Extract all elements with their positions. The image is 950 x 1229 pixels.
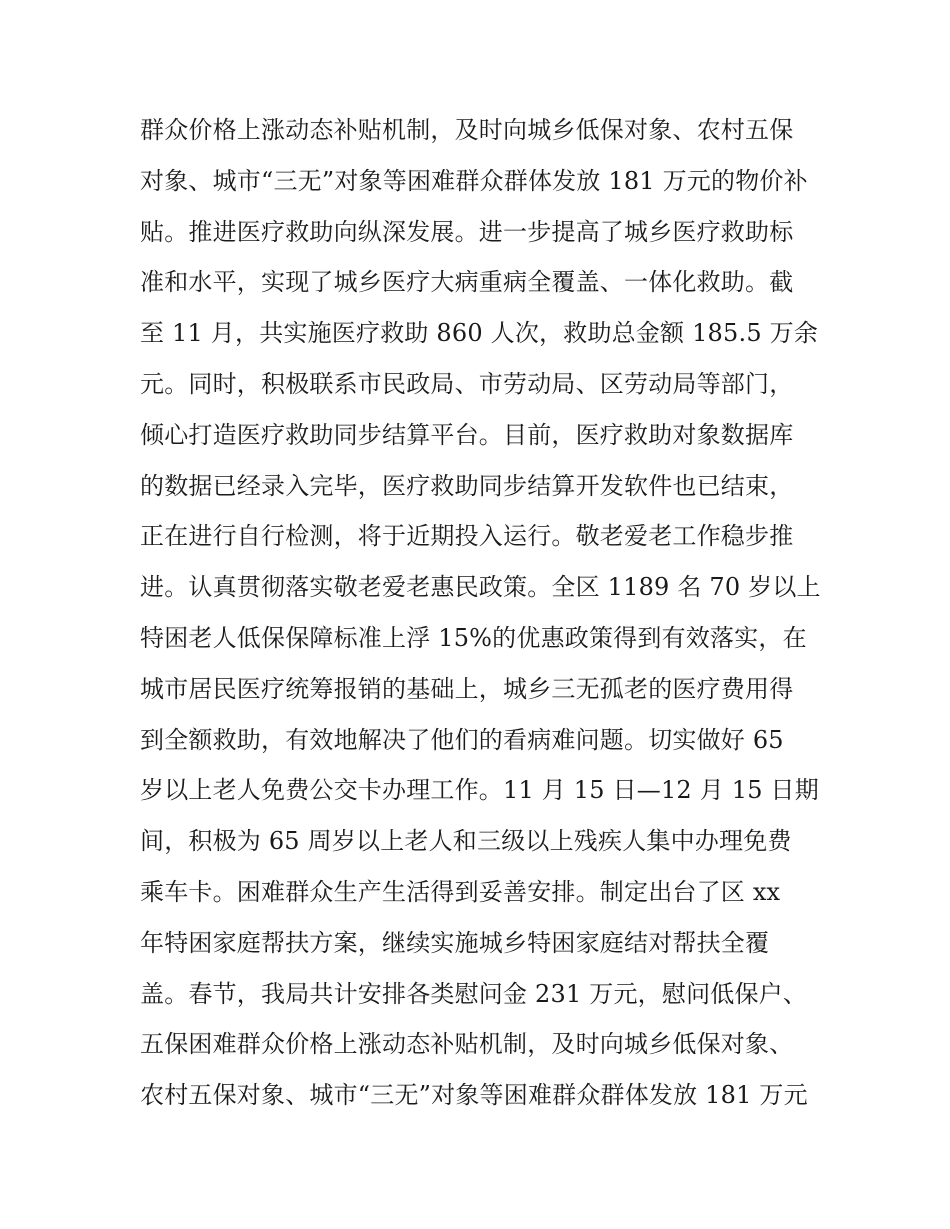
text-line-1: 群众价格上涨动态补贴机制，及时向城乡低保对象、农村五保 xyxy=(140,116,794,144)
text-line-5: 至 11 月，共实施医疗救助 860 人次，救助总金额 185.5 万余 xyxy=(140,319,819,348)
text-line-19: 五保困难群众价格上涨动态补贴机制，及时向城乡低保对象、 xyxy=(140,1030,794,1059)
text-line-11: 特困老人低保保障标准上浮 15%的优惠政策得到有效落实，在 xyxy=(140,623,807,652)
text-line-6: 元。同时，积极联系市民政局、市劳动局、区劳动局等部门， xyxy=(140,369,794,398)
text-line-18: 盖。春节，我局共计安排各类慰问金 231 万元，慰问低保户、 xyxy=(140,979,808,1008)
text-line-12: 城市居民医疗统筹报销的基础上，城乡三无孤老的医疗费用得 xyxy=(140,674,794,703)
text-line-16: 乘车卡。困难群众生产生活得到妥善安排。制定出台了区 xx xyxy=(140,877,781,906)
text-line-7: 倾心打造医疗救助同步结算平台。目前，医疗救助对象数据库 xyxy=(140,420,794,449)
text-line-8: 的数据已经录入完毕，医疗救助同步结算开发软件也已结束， xyxy=(140,471,794,500)
text-line-13: 到全额救助，有效地解决了他们的看病难问题。切实做好 65 xyxy=(140,725,784,754)
text-line-10: 进。认真贯彻落实敬老爱老惠民政策。全区 1189 名 70 岁以上 xyxy=(140,573,821,602)
text-line-3: 贴。推进医疗救助向纵深发展。进一步提高了城乡医疗救助标 xyxy=(140,217,794,246)
text-line-15: 间，积极为 65 周岁以上老人和三级以上残疾人集中办理免费 xyxy=(140,827,792,856)
text-line-17: 年特困家庭帮扶方案，继续实施城乡特困家庭结对帮扶全覆 xyxy=(140,928,770,957)
text-line-20: 农村五保对象、城市“三无”对象等困难群众群体发放 181 万元 xyxy=(140,1081,808,1110)
text-line-14: 岁以上老人免费公交卡办理工作。11 月 15 日—12 月 15 日期 xyxy=(140,776,819,805)
text-line-9: 正在进行自行检测，将于近期投入运行。敬老爱老工作稳步推 xyxy=(140,522,794,551)
text-line-2: 对象、城市“三无”对象等困难群众群体发放 181 万元的物价补 xyxy=(140,166,808,195)
text-line-4: 准和水平，实现了城乡医疗大病重病全覆盖、一体化救助。截 xyxy=(140,268,794,297)
body-paragraph xyxy=(140,105,820,1121)
